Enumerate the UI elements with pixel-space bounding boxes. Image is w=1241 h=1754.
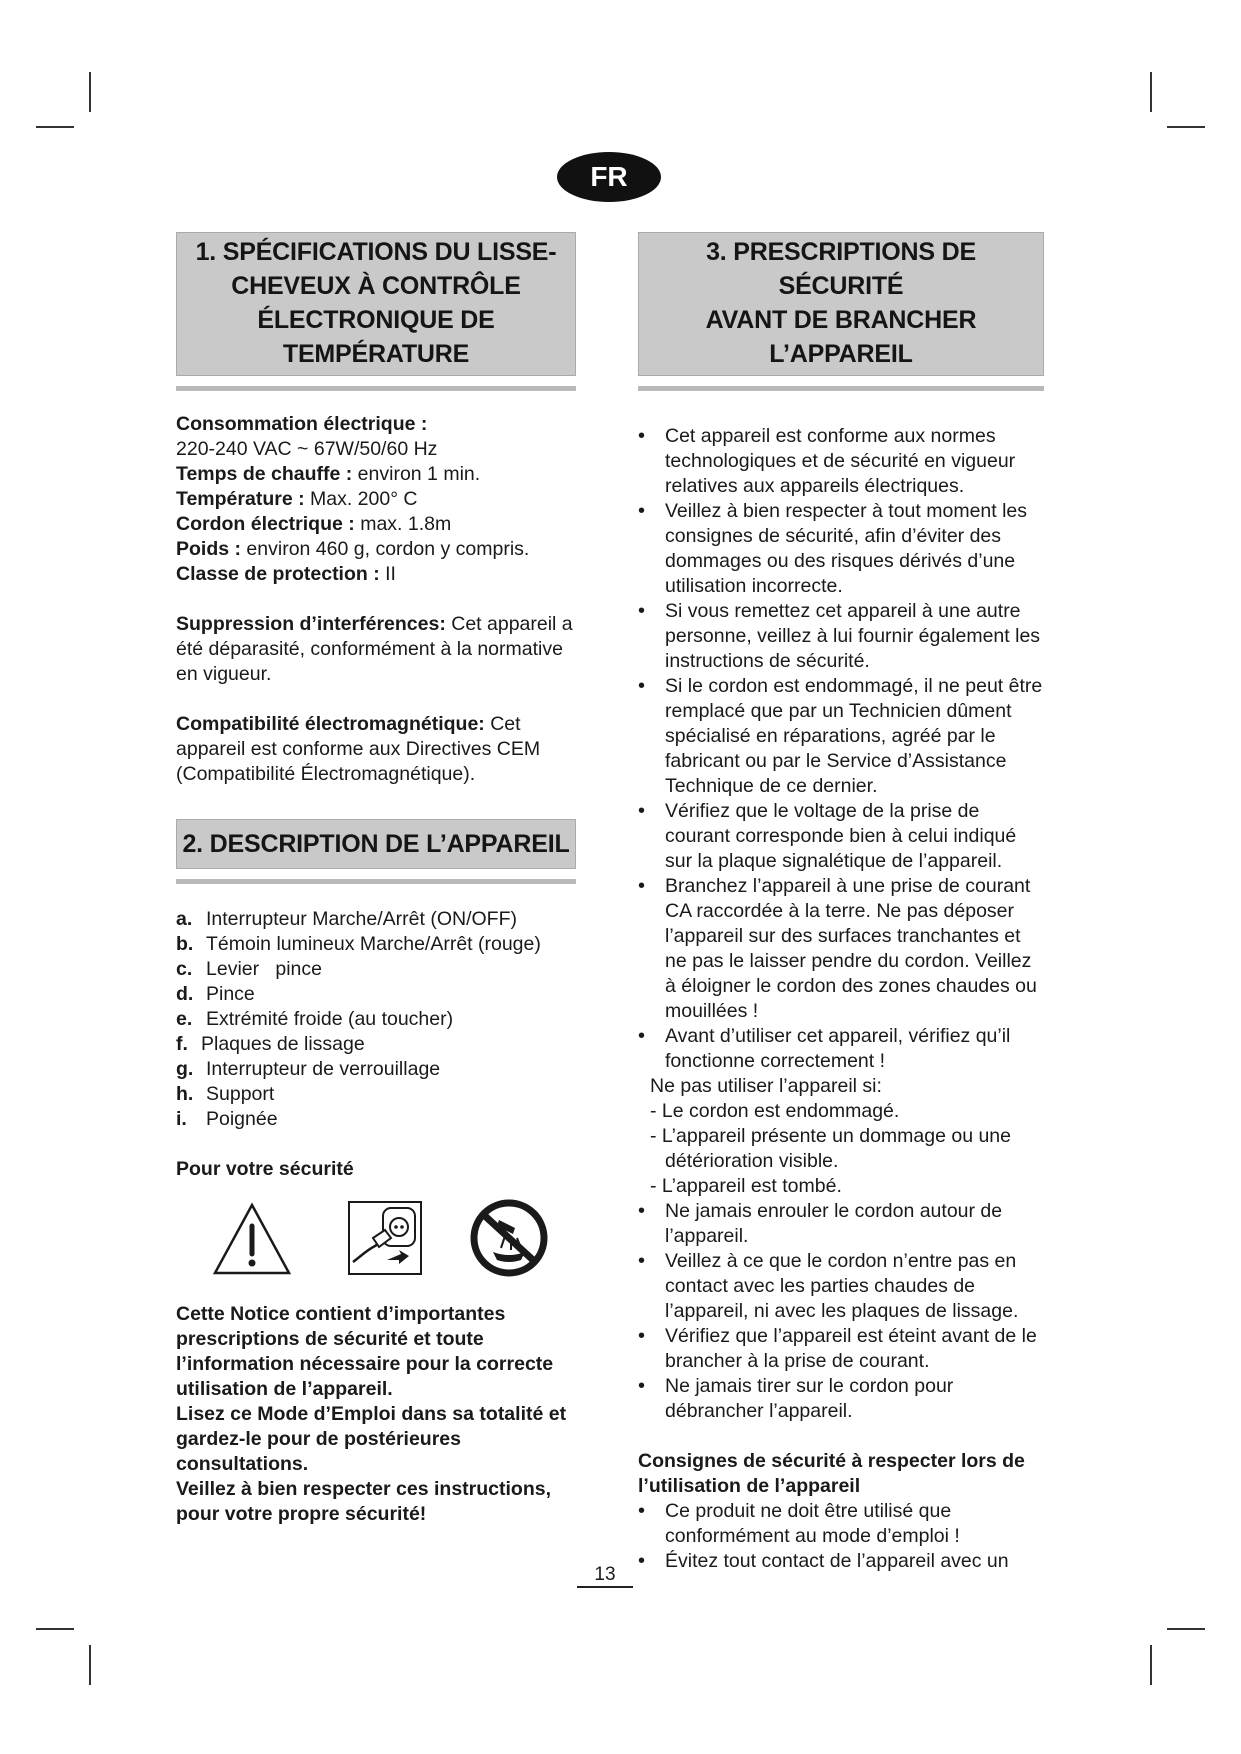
right-column xyxy=(638,232,1044,1574)
section-2-title: 2. DESCRIPTION DE L’APPAREIL xyxy=(176,819,576,869)
not-use-intro: Ne pas utiliser l’appareil si: xyxy=(650,1075,882,1097)
list-item: • Évitez tout contact de l’appareil avec un xyxy=(638,1549,1044,1574)
safety-bullets xyxy=(638,424,1044,1574)
crop-mark xyxy=(89,1645,91,1685)
list-item: • Veillez à ce que le cordon n’entre pas en contact avec les parties chaudes de l’appareil, ni avec les plaques de lissage. xyxy=(638,1249,1044,1324)
description-list xyxy=(176,907,576,1182)
crop-mark xyxy=(36,1628,74,1630)
suppression-paragraph: Suppression d’interférences: Cet appareil a été déparasité, conformément à la normative en vigueur. xyxy=(176,613,573,685)
crop-mark xyxy=(36,126,74,128)
spec-line: 220-240 VAC ~ 67W/50/60 Hz xyxy=(176,438,438,460)
list-item: e. Extrémité froide (au toucher) xyxy=(176,1008,454,1030)
spec-line: Température : Max. 200° C xyxy=(176,488,418,510)
list-item: • Si le cordon est endommagé, il ne peut être remplacé que par un Technicien dûment spécialisé en réparations, agréé par le fabricant ou par le Service d’Assistance Technique de ce dernier. xyxy=(638,674,1044,799)
list-item: b. Témoin lumineux Marche/Arrêt (rouge) xyxy=(176,933,541,955)
list-item: - Le cordon est endommagé. xyxy=(650,1100,900,1122)
page-number: 13 xyxy=(577,1564,633,1588)
list-item: g. Interrupteur de verrouillage xyxy=(176,1058,441,1080)
list-item: • Avant d’utiliser cet appareil, vérifiez qu’il fonctionne correctement ! xyxy=(638,1024,1044,1074)
crop-mark xyxy=(89,72,91,112)
list-item: d. Pince xyxy=(176,983,255,1005)
list-item: • Ne jamais tirer sur le cordon pour débrancher l’appareil. xyxy=(638,1374,1044,1424)
specifications-list xyxy=(176,412,576,787)
list-item: • Vérifiez que le voltage de la prise de courant corresponde bien à celui indiqué sur la plaque signalétique de l’appareil. xyxy=(638,799,1044,874)
list-item: • Ce produit ne doit être utilisé que conformément au mode d’emploi ! xyxy=(638,1499,1044,1549)
plug-socket-icon xyxy=(347,1200,423,1276)
list-item: • Veillez à bien respecter à tout moment les consignes de sécurité, afin d’éviter des dommages ou des risques dérivés d’une utilisation incorrecte. xyxy=(638,499,1044,599)
section-1-title xyxy=(176,232,576,376)
language-badge: FR xyxy=(557,152,661,202)
section-3-title-line: AVANT DE BRANCHER L’APPAREIL xyxy=(705,306,977,368)
list-item: c. Levier pince xyxy=(176,958,322,980)
list-item: i. Poignée xyxy=(176,1108,278,1130)
notice-paragraph: Veillez à bien respecter ces instructions, pour votre propre sécurité! xyxy=(176,1478,551,1525)
spec-line: Consommation électrique : xyxy=(176,413,428,435)
usage-heading: Consignes de sécurité à respecter lors de l’utilisation de l’appareil xyxy=(638,1450,1025,1497)
list-item: • Vérifiez que l’appareil est éteint avant de le brancher à la prise de courant. xyxy=(638,1324,1044,1374)
list-item: • Branchez l’appareil à une prise de courant CA raccordée à la terre. Ne pas déposer l’appareil sur des surfaces tranchantes et ne pas le laisser pendre du cordon. Veillez à éloigner le cordon des zones chaudes ou mouillées ! xyxy=(638,874,1044,1024)
safety-heading: Pour votre sécurité xyxy=(176,1158,354,1180)
crop-mark xyxy=(1167,1628,1205,1630)
section-divider xyxy=(176,386,576,391)
section-3-title-line: 3. PRESCRIPTIONS DE SÉCURITÉ xyxy=(706,238,976,300)
section-divider xyxy=(176,879,576,884)
crop-mark xyxy=(1167,126,1205,128)
section-1-title-line: CHEVEUX À CONTRÔLE xyxy=(231,272,521,300)
section-1-title-line: ÉLECTRONIQUE DE TEMPÉRATURE xyxy=(257,306,495,368)
spec-line: Temps de chauffe : environ 1 min. xyxy=(176,463,481,485)
warning-triangle-icon xyxy=(212,1202,292,1276)
spec-line: Poids : environ 460 g, cordon y compris. xyxy=(176,538,530,560)
list-item: • Si vous remettez cet appareil à une autre personne, veillez à lui fournir également les instructions de sécurité. xyxy=(638,599,1044,674)
safety-icons xyxy=(176,1200,576,1290)
list-item: • Cet appareil est conforme aux normes technologiques et de sécurité en vigueur relatives aux appareils électriques. xyxy=(638,424,1044,499)
spec-line: Classe de protection : II xyxy=(176,563,396,585)
section-1-title-line: 1. SPÉCIFICATIONS DU LISSE- xyxy=(195,238,557,266)
spec-line: Cordon électrique : max. 1.8m xyxy=(176,513,452,535)
notice-paragraph: Lisez ce Mode d’Emploi dans sa totalité et gardez-le pour de postérieures consultations. xyxy=(176,1403,567,1475)
crop-mark xyxy=(1150,72,1152,112)
no-water-icon xyxy=(469,1198,549,1278)
notice-paragraph: Cette Notice contient d’importantes prescriptions de sécurité et toute l’information nécessaire pour la correcte utilisation de l’appareil. xyxy=(176,1303,554,1400)
list-item: f. Plaques de lissage xyxy=(176,1033,365,1055)
list-item: - L’appareil présente un dommage ou une détérioration visible. xyxy=(650,1125,1011,1172)
compatibility-paragraph: Compatibilité électromagnétique: Cet appareil est conforme aux Directives CEM (Compatibilité Électromagnétique). xyxy=(176,713,541,785)
crop-mark xyxy=(1150,1645,1152,1685)
section-3-title xyxy=(638,232,1044,376)
list-item: - L’appareil est tombé. xyxy=(650,1175,842,1197)
section-divider xyxy=(638,386,1044,391)
safety-notice xyxy=(176,1302,576,1527)
list-item: a. Interrupteur Marche/Arrêt (ON/OFF) xyxy=(176,908,517,930)
left-column xyxy=(176,232,576,1527)
list-item: h. Support xyxy=(176,1083,275,1105)
list-item: • Ne jamais enrouler le cordon autour de l’appareil. xyxy=(638,1199,1044,1249)
